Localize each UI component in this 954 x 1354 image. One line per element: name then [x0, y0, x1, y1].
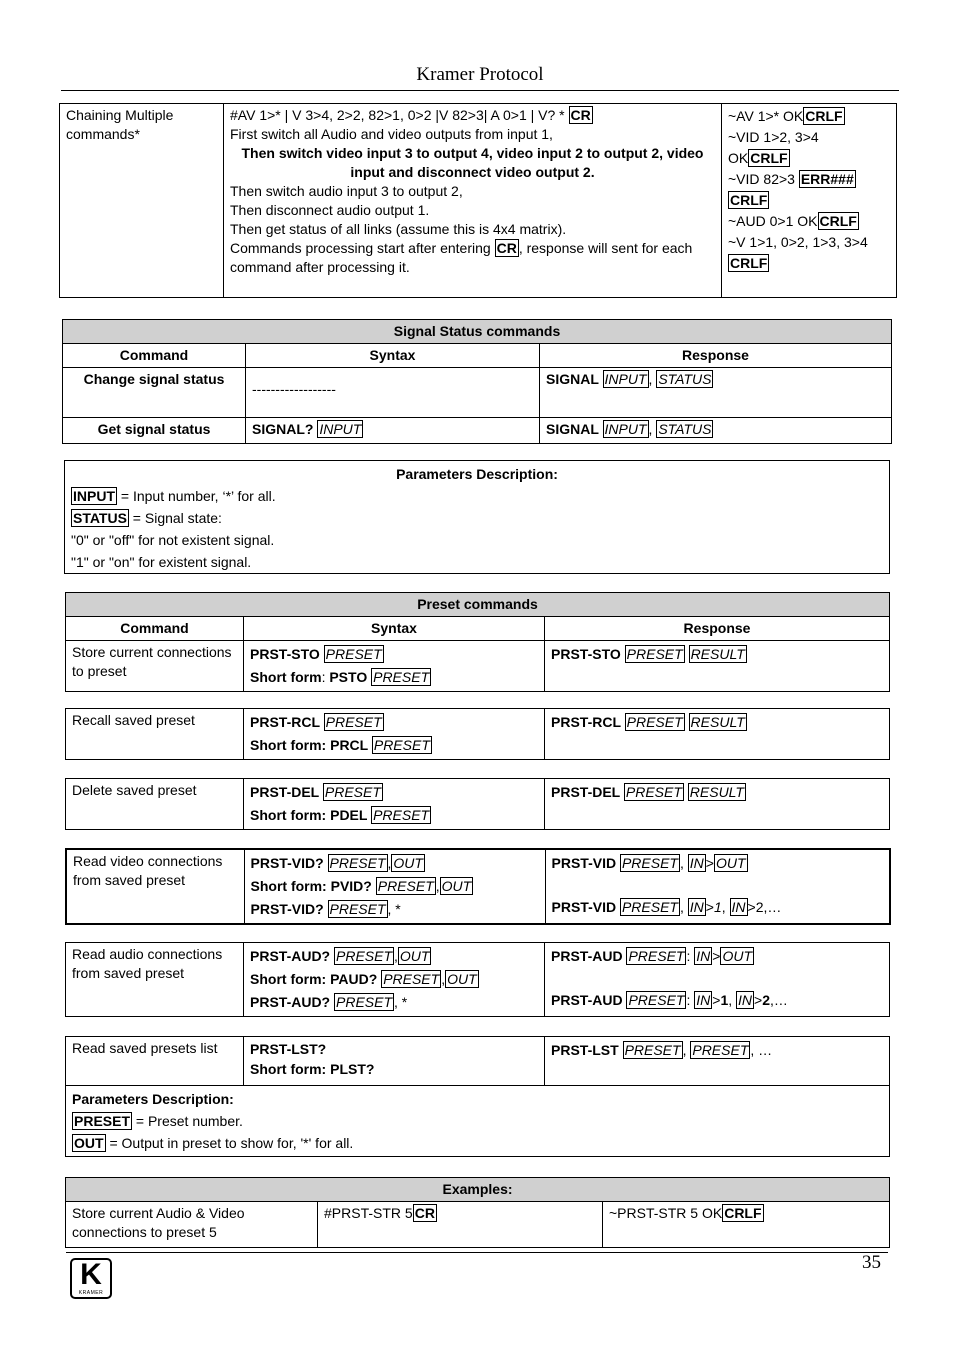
lst-response: PRST-LST PRESET , PRESET , … — [545, 1037, 890, 1086]
preset-list-table — [65, 1036, 890, 1157]
crlf-token: CRLF — [750, 150, 788, 166]
signal-title: Signal Status commands — [63, 320, 892, 344]
preset-title: Preset commands — [66, 593, 890, 617]
signal-row1-response: SIGNAL INPUT , STATUS — [540, 368, 892, 418]
kramer-k-icon: K — [80, 1258, 102, 1291]
chaining-desc-6b: , response will sent for each command after processing it. — [230, 240, 693, 275]
preset-audio-table — [65, 942, 890, 1017]
recall-command: Recall saved preset — [66, 709, 244, 760]
err-token: ERR### — [800, 171, 854, 187]
chaining-syntax-cell — [224, 104, 722, 298]
status-param: STATUS — [73, 510, 127, 526]
preset-recall-table — [65, 708, 890, 760]
signal-row1-syntax-cell — [246, 368, 540, 418]
resp-aud: ~AUD 0>1 OK — [728, 213, 818, 229]
signal-row1-command: Change signal status — [63, 368, 246, 418]
crlf-token: CRLF — [819, 213, 857, 229]
delete-response: PRST-DEL PRESET RESULT — [545, 779, 890, 830]
store-command: Store current connections to preset — [66, 641, 244, 692]
preset-params-title: Parameters Description: — [72, 1091, 234, 1107]
store-syntax: PRST-STO PRESET Short form: PSTO PRESET — [244, 641, 545, 692]
lst-command: Read saved presets list — [66, 1037, 244, 1086]
signal-col-response: Response — [540, 344, 892, 368]
preset-store-table — [65, 592, 890, 692]
signal-row2-syntax: SIGNAL? INPUT — [246, 418, 540, 444]
aud-response: PRST-AUD PRESET : IN > OUT PRST-AUD PRESET : IN >1, IN >2,… — [545, 943, 890, 1017]
param-line-3: "0" or "off" for not existent signal. — [71, 532, 275, 548]
examples-title: Examples: — [66, 1178, 890, 1202]
chaining-syntax: #AV 1>* | V 3>4, 2>2, 82>1, 0>2 |V 82>3| A 0>1 | V? * — [230, 107, 569, 123]
page-number: 35 — [862, 1252, 881, 1273]
recall-syntax: PRST-RCL PRESET Short form: PRCL PRESET — [244, 709, 545, 760]
input-param: INPUT — [604, 421, 647, 437]
input-param: INPUT — [73, 488, 115, 504]
example-command: Store current Audio & Video connections to preset 5 — [66, 1202, 318, 1248]
chaining-desc-3: Then switch audio input 3 to output 2, — [230, 183, 463, 199]
example-syntax: #PRST-STR 5 CR — [318, 1202, 603, 1248]
preset-col-command: Command — [66, 617, 244, 641]
vid-syntax: PRST-VID? PRESET , OUT Short form: PVID? PRESET , OUT PRST-VID? PRESET , * — [244, 849, 545, 924]
chaining-desc-2: Then switch video input 3 to output 4, video input 2 to output 2, video input and disconnect video output 2. — [241, 145, 704, 180]
status-param: STATUS — [658, 371, 712, 387]
input-param: INPUT — [604, 371, 647, 387]
resp-av: ~AV 1>* OK — [728, 108, 804, 124]
crlf-token: CRLF — [730, 192, 768, 208]
input-param: INPUT — [319, 421, 362, 437]
examples-table — [65, 1177, 890, 1248]
example-response: ~PRST-STR 5 OK CRLF — [603, 1202, 890, 1248]
signal-col-command: Command — [63, 344, 246, 368]
resp-ok: OK — [728, 150, 749, 166]
chaining-command-cell — [60, 104, 224, 298]
chaining-desc-5: Then get status of all links (assume this is 4x4 matrix). — [230, 221, 567, 237]
kramer-logo — [70, 1258, 112, 1299]
signal-row2-command: Get signal status — [63, 418, 246, 444]
crlf-token: CRLF — [805, 108, 843, 124]
preset-col-syntax: Syntax — [244, 617, 545, 641]
chaining-desc-6a: Commands processing start after entering — [230, 240, 495, 256]
lst-syntax: PRST-LST? Short form: PLST? — [244, 1037, 545, 1086]
signal-status-table — [62, 319, 892, 444]
recall-response: PRST-RCL PRESET RESULT — [545, 709, 890, 760]
chaining-table — [59, 103, 897, 298]
vid-command: Read video connections from saved preset — [66, 849, 244, 924]
preset-video-table — [65, 848, 891, 925]
aud-syntax: PRST-AUD? PRESET , OUT Short form: PAUD? PRESET , OUT PRST-AUD? PRESET , * — [244, 943, 545, 1017]
delete-command: Delete saved preset — [66, 779, 244, 830]
signal-col-syntax: Syntax — [246, 344, 540, 368]
footer-divider — [66, 1252, 888, 1253]
preset-delete-table — [65, 778, 890, 830]
resp-v: ~V 1>1, 0>2, 1>3, 3>4 — [728, 234, 868, 250]
signal-row2-response: SIGNAL INPUT , STATUS — [540, 418, 892, 444]
param-line-4: "1" or "on" for existent signal. — [71, 554, 252, 570]
preset-params-cell: Parameters Description: PRESET = Preset number. OUT = Output in preset to show for, '*' for all. — [66, 1086, 890, 1157]
store-response: PRST-STO PRESET RESULT — [545, 641, 890, 692]
signal-row1-syntax: ------------------ — [252, 381, 336, 397]
header-divider — [61, 90, 899, 91]
cr-token: CR — [496, 240, 517, 256]
signal-params-cell: Parameters Description: INPUT = Input number, ‘*’ for all. STATUS = Signal state: "0" or "off" for not existent signal. "1" or "on" for existent signal. — [65, 461, 890, 574]
resp-vid-1: ~VID 1>2, 3>4 — [728, 129, 819, 145]
chaining-desc-4: Then disconnect audio output 1. — [230, 202, 430, 218]
status-param: STATUS — [658, 421, 712, 437]
resp-vid-2: ~VID 82>3 — [728, 171, 799, 187]
delete-syntax: PRST-DEL PRESET Short form: PDEL PRESET — [244, 779, 545, 830]
chaining-command: Chaining Multiple commands* — [66, 107, 174, 142]
chaining-desc-1: First switch all Audio and video outputs from input 1, — [230, 126, 553, 142]
page-header-title: Kramer Protocol — [416, 64, 544, 85]
cr-token: CR — [570, 107, 591, 123]
vid-response: PRST-VID PRESET , IN > OUT PRST-VID PRESET , IN >1, IN >2,… — [545, 849, 890, 924]
preset-col-response: Response — [545, 617, 890, 641]
crlf-token: CRLF — [730, 255, 768, 271]
chaining-response-cell — [722, 104, 897, 298]
aud-command: Read audio connections from saved preset — [66, 943, 244, 1017]
params-title: Parameters Description: — [396, 466, 558, 482]
logo-text: KRAMER — [78, 1290, 104, 1296]
signal-params-table — [64, 460, 890, 574]
